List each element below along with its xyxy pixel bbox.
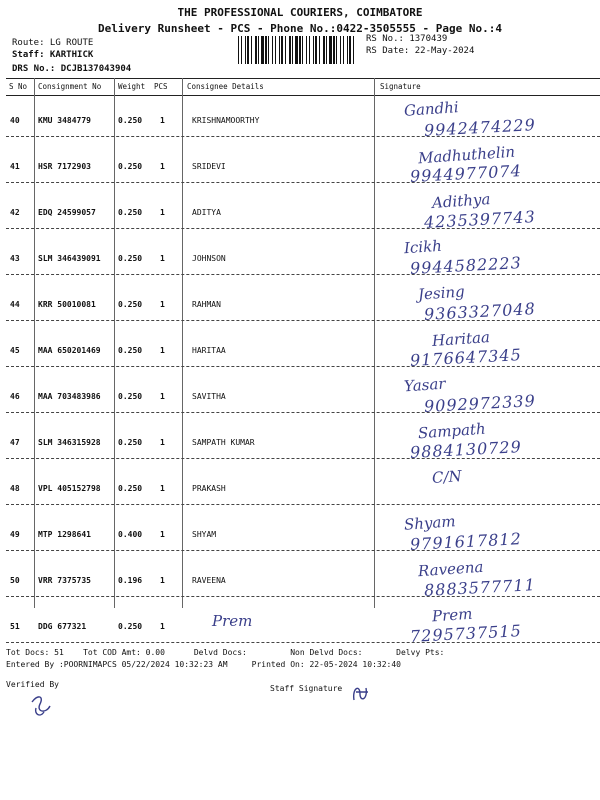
barcode-bar — [319, 36, 320, 64]
cell-consignee: SAVITHA — [192, 392, 226, 401]
table-row — [6, 326, 600, 376]
table-row — [6, 418, 600, 468]
barcode-bar — [349, 36, 351, 64]
table-row — [6, 234, 600, 284]
signature-phone: 4235397743 — [423, 207, 537, 232]
cell-pcs: 1 — [160, 116, 165, 125]
verified-by-label: Verified By — [6, 680, 59, 689]
barcode-bar — [333, 36, 335, 64]
barcode-bar — [281, 36, 283, 64]
row-divider — [6, 320, 600, 321]
cell-pcs: 1 — [160, 346, 165, 355]
cell-consignment: VRR 7375735 — [38, 576, 91, 585]
cell-pcs: 1 — [160, 208, 165, 217]
signature-phone: 9092972339 — [423, 391, 537, 416]
barcode-bar — [289, 36, 291, 64]
barcode-bar — [245, 36, 246, 64]
signature-name: C/N — [431, 466, 463, 488]
cell-sno: 47 — [10, 438, 20, 447]
cell-weight: 0.400 — [118, 530, 143, 539]
cell-consignee: SHYAM — [192, 530, 217, 539]
signature-phone: 9884130729 — [409, 437, 523, 462]
signature-name: Gandhi — [403, 98, 460, 120]
cell-consignee: HARITAA — [192, 346, 226, 355]
signature-name: Shyam — [403, 512, 457, 534]
barcode-bar — [299, 36, 301, 64]
barcode-bar — [238, 36, 239, 64]
cell-weight: 0.250 — [118, 438, 143, 447]
staff-signature-label: Staff Signature — [270, 684, 343, 693]
cell-consignee: KRISHNAMOORTHY — [192, 116, 260, 125]
signature-phone: 7295737515 — [409, 621, 523, 646]
cell-pcs: 1 — [160, 438, 165, 447]
cell-weight: 0.250 — [118, 622, 143, 631]
signature-name: Adithya — [431, 189, 491, 213]
row-divider — [6, 550, 600, 551]
cell-weight: 0.250 — [118, 300, 143, 309]
barcode-bar — [306, 36, 307, 64]
cell-weight: 0.250 — [118, 346, 143, 355]
cell-weight: 0.250 — [118, 392, 143, 401]
footer-entered — [6, 660, 401, 669]
table-row — [6, 556, 600, 606]
cell-pcs: 1 — [160, 484, 165, 493]
barcode-bar — [279, 36, 280, 64]
printed-on: Printed On: 22-05-2024 10:32:40 — [251, 660, 401, 669]
cell-weight: 0.250 — [118, 484, 143, 493]
row-divider — [6, 136, 600, 137]
cell-consignment: MAA 703483986 — [38, 392, 101, 401]
cell-pcs: 1 — [160, 162, 165, 171]
row-divider — [6, 458, 600, 459]
cell-consignment: KRR 50010081 — [38, 300, 96, 309]
cell-consignee: RAHMAN — [192, 300, 221, 309]
barcode-bar — [302, 36, 303, 64]
cell-sno: 51 — [10, 622, 20, 631]
signature-name: Yasar — [403, 374, 447, 396]
barcode-bar — [255, 36, 257, 64]
cell-consignee: JOHNSON — [192, 254, 226, 263]
runsheet-title: Delivery Runsheet - PCS - Phone No.:0422-3505555 - Page No.:4 — [98, 22, 502, 35]
col-header-signature: Signature — [380, 82, 421, 91]
barcode-bar — [247, 36, 249, 64]
row-divider — [6, 412, 600, 413]
barcode-bar — [329, 36, 332, 64]
barcode-bar — [272, 36, 273, 64]
signature-phone: 9942474229 — [423, 115, 537, 140]
barcode-bar — [258, 36, 259, 64]
barcode-bar — [343, 36, 344, 64]
footer-totals — [6, 648, 444, 657]
signature-phone: 8883577711 — [423, 575, 537, 600]
barcode-bar — [285, 36, 286, 64]
cell-pcs: 1 — [160, 392, 165, 401]
row-divider — [6, 504, 600, 505]
table-row — [6, 510, 600, 560]
table-row — [6, 372, 600, 422]
cell-consignment: EDQ 24599057 — [38, 208, 96, 217]
cell-sno: 46 — [10, 392, 20, 401]
barcode-bar — [265, 36, 267, 64]
cell-consignee: RAVEENA — [192, 576, 226, 585]
cell-consignment: KMU 3484779 — [38, 116, 91, 125]
cell-consignment: DDG 677321 — [38, 622, 87, 631]
cell-consignment: SLM 346315928 — [38, 438, 101, 447]
signature-phone: 9176647345 — [409, 345, 523, 370]
cell-consignee: SAMPATH KUMAR — [192, 438, 255, 447]
signature-name: Raveena — [417, 557, 484, 581]
route-label: Route: LG ROUTE — [12, 38, 94, 48]
cell-sno: 40 — [10, 116, 20, 125]
barcode-bar — [292, 36, 293, 64]
row-divider — [6, 182, 600, 183]
barcode-bar — [275, 36, 276, 64]
staff-label: Staff: KARTHICK — [12, 50, 94, 60]
delvy-pts: Delvy Pts: — [396, 648, 445, 657]
rs-date: RS Date: 22-May-2024 — [366, 46, 475, 56]
row-divider — [6, 366, 600, 367]
cell-consignment: HSR 7172903 — [38, 162, 91, 171]
barcode-bar — [295, 36, 298, 64]
signature-name: Prem — [431, 604, 473, 626]
cell-sno: 42 — [10, 208, 20, 217]
barcode-image — [238, 36, 358, 64]
cell-consignee: PRAKASH — [192, 484, 226, 493]
signature-phone: 9791617812 — [409, 529, 523, 554]
signature-name: Sampath — [417, 419, 487, 443]
drs-number: DRS No.: DCJB137043904 — [12, 64, 132, 74]
cell-pcs: 1 — [160, 622, 165, 631]
col-header-consignee: Consignee Details — [187, 82, 264, 91]
table-row — [6, 464, 600, 514]
cell-weight: 0.250 — [118, 254, 143, 263]
rs-number: RS No.: 1370439 — [366, 34, 448, 44]
col-header-sno: S No — [9, 82, 28, 91]
cell-weight: 0.250 — [118, 116, 143, 125]
cell-pcs: 1 — [160, 576, 165, 585]
cell-sno: 50 — [10, 576, 20, 585]
signature-name: Jesing — [417, 282, 466, 304]
table-row — [6, 280, 600, 330]
cell-consignment: MTP 1298641 — [38, 530, 91, 539]
barcode-bar — [268, 36, 269, 64]
row-divider — [6, 596, 600, 597]
signature-name: Madhuthelin — [417, 142, 516, 168]
cell-consignee: Prem — [212, 612, 253, 630]
staff-initials-signature — [348, 680, 374, 706]
cell-sno: 48 — [10, 484, 20, 493]
cell-sno: 49 — [10, 530, 20, 539]
barcode-bar — [323, 36, 325, 64]
table-row — [6, 188, 600, 238]
cell-weight: 0.250 — [118, 208, 143, 217]
cell-consignment: SLM 346439091 — [38, 254, 101, 263]
delvd-docs: Delvd Docs: — [193, 648, 247, 657]
entered-by: Entered By :POORNIMAPCS 05/22/2024 10:32:23 AM — [6, 660, 228, 669]
table-row — [6, 142, 600, 192]
cell-pcs: 1 — [160, 300, 165, 309]
signature-phone: 9944977074 — [409, 161, 523, 186]
cell-consignment: VPL 405152798 — [38, 484, 101, 493]
cell-pcs: 1 — [160, 254, 165, 263]
row-divider — [6, 642, 600, 643]
col-header-weight: Weight — [118, 82, 146, 91]
cell-consignee: SRIDEVI — [192, 162, 226, 171]
barcode-bar — [326, 36, 327, 64]
barcode-bar — [347, 36, 348, 64]
row-divider — [6, 228, 600, 229]
table-row — [6, 602, 600, 652]
barcode-bar — [313, 36, 314, 64]
tot-docs: Tot Docs: 51 — [6, 648, 64, 657]
cell-consignee: ADITYA — [192, 208, 221, 217]
cell-weight: 0.196 — [118, 576, 143, 585]
barcode-bar — [251, 36, 252, 64]
signature-phone: 9944582223 — [409, 253, 523, 278]
tot-cod: Tot COD Amt: 0.00 — [83, 648, 165, 657]
table-row — [6, 96, 600, 146]
col-header-consignment: Consignment No — [38, 82, 102, 91]
non-delvd-docs: Non Delvd Docs: — [290, 648, 363, 657]
barcode-bar — [336, 36, 337, 64]
cell-sno: 45 — [10, 346, 20, 355]
barcode-bar — [353, 36, 354, 64]
barcode-bar — [315, 36, 317, 64]
cell-weight: 0.250 — [118, 162, 143, 171]
verifier-initials-signature — [26, 692, 56, 720]
company-title: THE PROFESSIONAL COURIERS, COIMBATORE — [177, 6, 423, 19]
cell-consignment: MAA 650201469 — [38, 346, 101, 355]
barcode-bar — [241, 36, 242, 64]
barcode-bar — [340, 36, 341, 64]
signature-name: Icikh — [403, 236, 443, 258]
barcode-bar — [309, 36, 310, 64]
row-divider — [6, 274, 600, 275]
cell-pcs: 1 — [160, 530, 165, 539]
cell-sno: 41 — [10, 162, 20, 171]
col-header-pcs: PCS — [154, 82, 168, 91]
cell-sno: 43 — [10, 254, 20, 263]
barcode-bar — [261, 36, 264, 64]
cell-sno: 44 — [10, 300, 20, 309]
signature-name: Haritaa — [431, 328, 491, 350]
signature-phone: 9363327048 — [423, 299, 537, 324]
